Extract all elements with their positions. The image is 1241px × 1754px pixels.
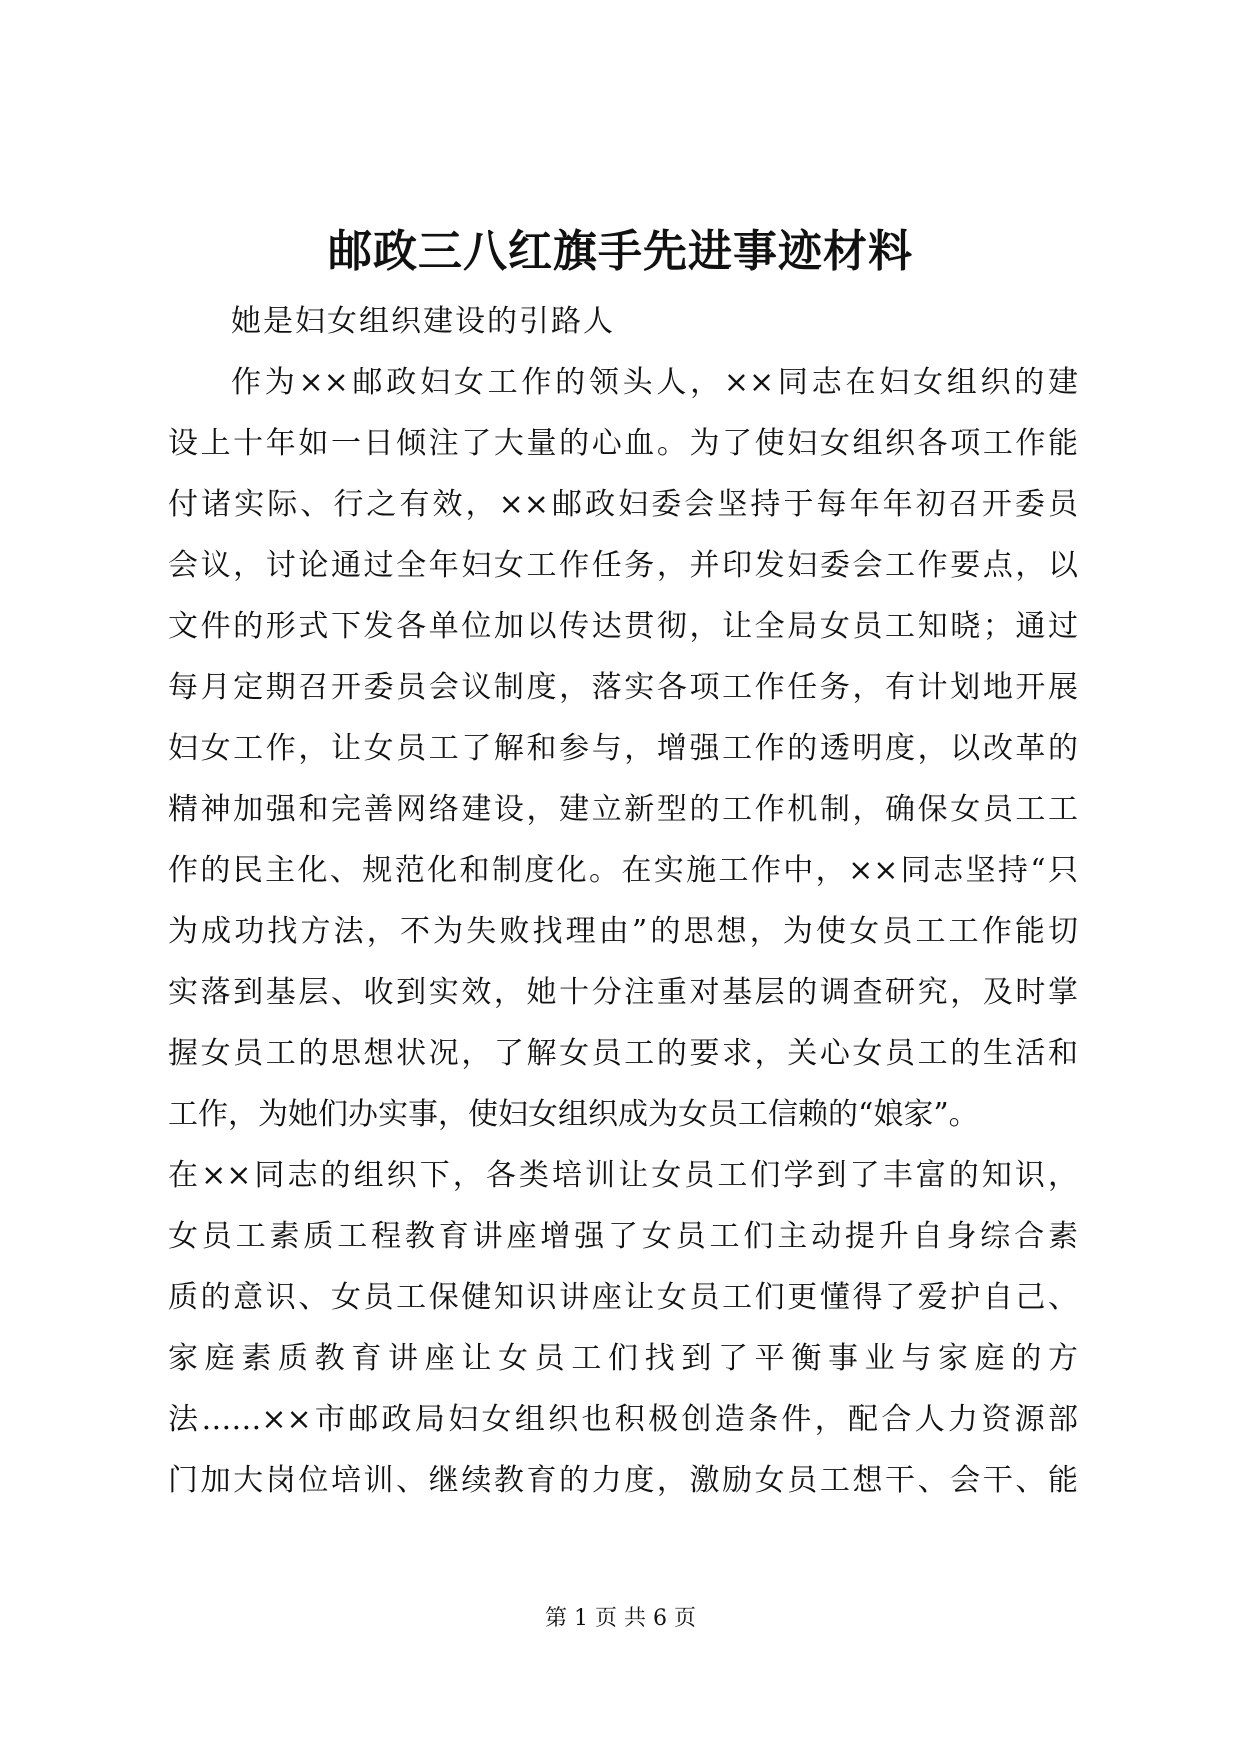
document-title: 邮政三八红旗手先进事迹材料 xyxy=(328,226,913,277)
page-number-footer: 第 1 页 共 6 页 xyxy=(545,1606,696,1631)
section-subtitle: 她是妇女组织建设的引路人 xyxy=(231,304,615,339)
paragraph-line: 家庭素质教育讲座让女员工们找到了平衡事业与家庭的方 xyxy=(168,1341,1078,1376)
paragraph-line: 实落到基层、收到实效，她十分注重对基层的调查研究，及时掌 xyxy=(168,975,1078,1010)
paragraph-line: 质的意识、女员工保健知识讲座让女员工们更懂得了爱护自己、 xyxy=(168,1280,1078,1315)
paragraph-line: 女员工素质工程教育讲座增强了女员工们主动提升自身综合素 xyxy=(168,1219,1078,1254)
paragraph-line: 每月定期召开委员会议制度，落实各项工作任务，有计划地开展 xyxy=(168,670,1078,705)
paragraph-line: 作的民主化、规范化和制度化。在实施工作中，××同志坚持“只 xyxy=(168,853,1078,888)
paragraph-line: 握女员工的思想状况，了解女员工的要求，关心女员工的生活和 xyxy=(168,1036,1078,1071)
document-body xyxy=(168,291,1078,1511)
paragraph-line: 付诸实际、行之有效，××邮政妇委会坚持于每年年初召开委员 xyxy=(168,487,1078,522)
paragraph-line: 文件的形式下发各单位加以传达贯彻，让全局女员工知晓；通过 xyxy=(168,609,1078,644)
paragraph-line: 工作，为她们办实事，使妇女组织成为女员工信赖的“娘家”。 xyxy=(168,1097,979,1132)
paragraph-line: 为成功找方法，不为失败找理由”的思想，为使女员工工作能切 xyxy=(168,914,1078,949)
paragraph-line: 会议，讨论通过全年妇女工作任务，并印发妇委会工作要点，以 xyxy=(168,548,1078,583)
paragraph-line: 门加大岗位培训、继续教育的力度，激励女员工想干、会干、能 xyxy=(168,1463,1078,1498)
paragraph-line: 法……××市邮政局妇女组织也积极创造条件，配合人力资源部 xyxy=(168,1402,1078,1437)
paragraph-line: 在××同志的组织下，各类培训让女员工们学到了丰富的知识， xyxy=(168,1158,1078,1193)
paragraph-line: 作为××邮政妇女工作的领头人，××同志在妇女组织的建 xyxy=(231,365,1078,400)
paragraph-line: 精神加强和完善网络建设，建立新型的工作机制，确保女员工工 xyxy=(168,792,1078,827)
paragraph-line: 设上十年如一日倾注了大量的心血。为了使妇女组织各项工作能 xyxy=(168,426,1078,461)
paragraph-line: 妇女工作，让女员工了解和参与，增强工作的透明度，以改革的 xyxy=(168,731,1078,766)
